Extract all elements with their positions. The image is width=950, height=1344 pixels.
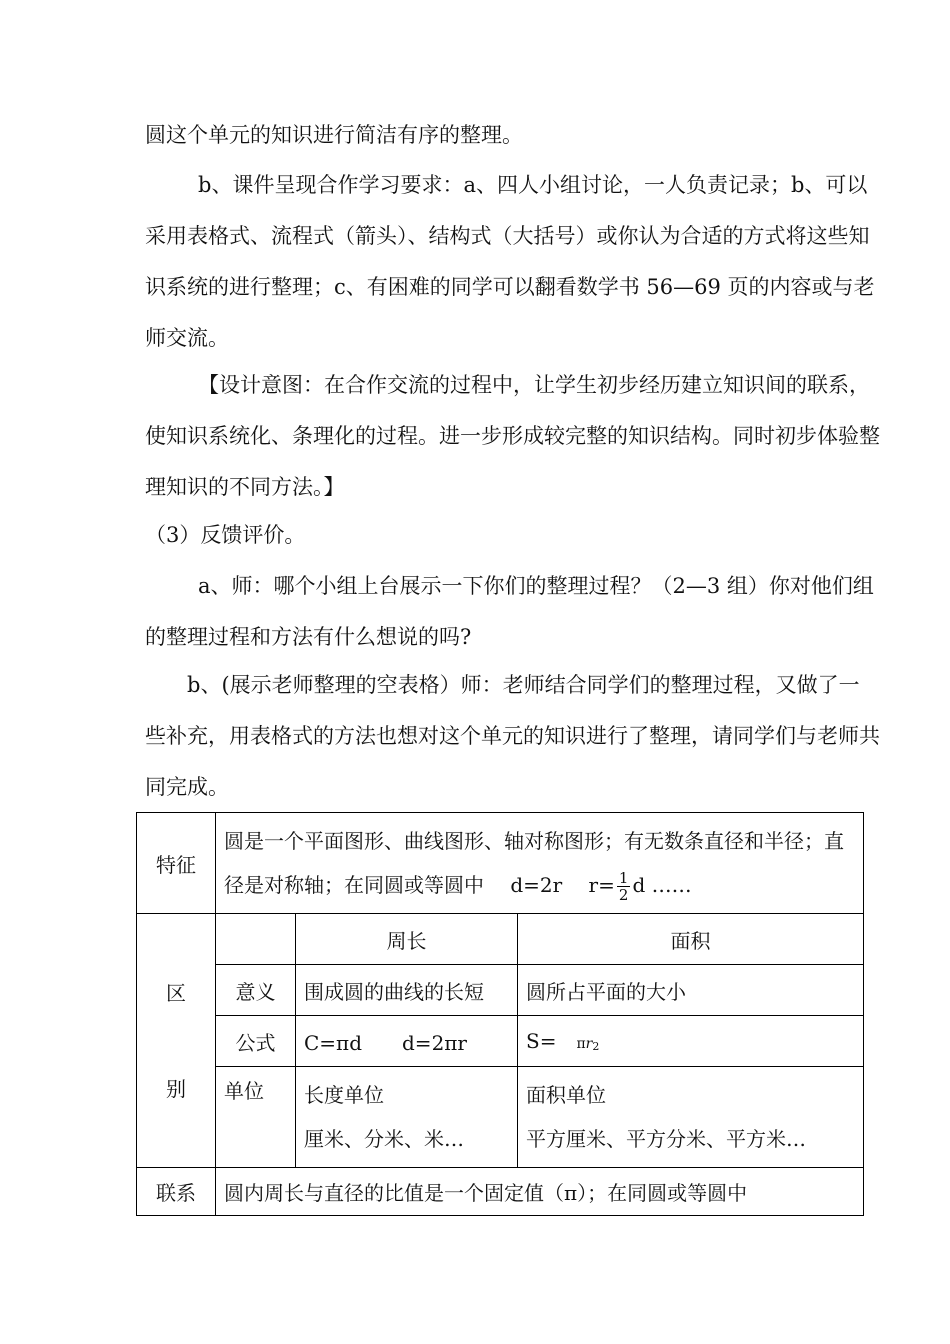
column-perimeter: 周长 bbox=[296, 914, 518, 965]
paragraph-group-requirements: b、课件呈现合作学习要求：a、四人小组讨论，一人负责记录；b、可以采用表格式、流程式（箭头）、结构式（大括号）或你认为合适的方式将这些知识系统的进行整理；c、有困难的同学可以翻看数学书 56—69 页的内容或与老师交流。 bbox=[145, 173, 875, 350]
circle-summary-table bbox=[136, 812, 864, 1216]
unit-row bbox=[137, 1067, 864, 1168]
paragraph-teacher-question: a、师：哪个小组上台展示一下你们的整理过程？（2—3 组）你对他们组的整理过程和方法有什么想说的吗? bbox=[145, 574, 874, 649]
header-empty-cell bbox=[216, 914, 296, 965]
relation-content: 圆内周长与直径的比值是一个固定值（π）；在同圆或等圆中 bbox=[216, 1168, 864, 1216]
formula-label: 公式 bbox=[216, 1016, 296, 1067]
column-area: 面积 bbox=[518, 914, 864, 965]
feature-text: 圆是一个平面图形、曲线图形、轴对称图形；有无数条直径和半径；直径是对称轴；在同圆或等圆中 d=2r r= bbox=[224, 829, 844, 897]
unit-perimeter bbox=[296, 1067, 518, 1168]
unit-area bbox=[518, 1067, 864, 1168]
difference-label-top: 区 bbox=[166, 980, 186, 1005]
meaning-area: 圆所占平面的大小 bbox=[518, 965, 864, 1016]
fraction-numerator: 1 bbox=[618, 869, 629, 887]
unit-area-examples: 平方厘米、平方分米、平方米… bbox=[526, 1127, 806, 1151]
feature-content bbox=[216, 813, 864, 914]
unit-area-title: 面积单位 bbox=[526, 1083, 606, 1107]
area-formula-prefix: S= bbox=[526, 1029, 557, 1053]
feature-label: 特征 bbox=[137, 813, 216, 914]
difference-label-bottom: 别 bbox=[166, 1076, 186, 1101]
formula-row bbox=[137, 1016, 864, 1067]
area-formula-pi: π bbox=[576, 1036, 586, 1052]
fraction-denominator: 2 bbox=[618, 886, 629, 904]
area-formula-exponent: 2 bbox=[592, 1040, 600, 1053]
unit-label: 单位 bbox=[216, 1067, 296, 1168]
difference-label bbox=[137, 914, 216, 1168]
relation-label: 联系 bbox=[137, 1168, 216, 1216]
unit-perimeter-examples: 厘米、分米、米… bbox=[304, 1127, 464, 1151]
feature-text-end: d …… bbox=[632, 873, 692, 897]
half-fraction bbox=[617, 870, 631, 903]
area-formula-r: r bbox=[585, 1036, 593, 1052]
formula-perimeter: C=πd d=2πr bbox=[296, 1016, 518, 1067]
meaning-label: 意义 bbox=[216, 965, 296, 1016]
paragraph-design-intent: 【设计意图：在合作交流的过程中，让学生初步经历建立知识间的联系，使知识系统化、条理化的过程。进一步形成较完整的知识结构。同时初步体验整理知识的不同方法。】 bbox=[145, 373, 880, 499]
paragraph-section-heading: （3）反馈评价。 bbox=[145, 523, 306, 547]
formula-area bbox=[518, 1016, 864, 1067]
meaning-perimeter: 围成圆的曲线的长短 bbox=[296, 965, 518, 1016]
difference-header-row bbox=[137, 914, 864, 965]
meaning-row bbox=[137, 965, 864, 1016]
paragraph-teacher-table: b、(展示老师整理的空表格）师：老师结合同学们的整理过程，又做了一些补充，用表格式的方法也想对这个单元的知识进行了整理，请同学们与老师共同完成。 bbox=[145, 673, 880, 799]
relation-row bbox=[137, 1168, 864, 1216]
unit-perimeter-title: 长度单位 bbox=[304, 1083, 384, 1107]
paragraph-intro-end: 圆这个单元的知识进行简洁有序的整理。 bbox=[145, 123, 523, 147]
feature-row bbox=[137, 813, 864, 914]
